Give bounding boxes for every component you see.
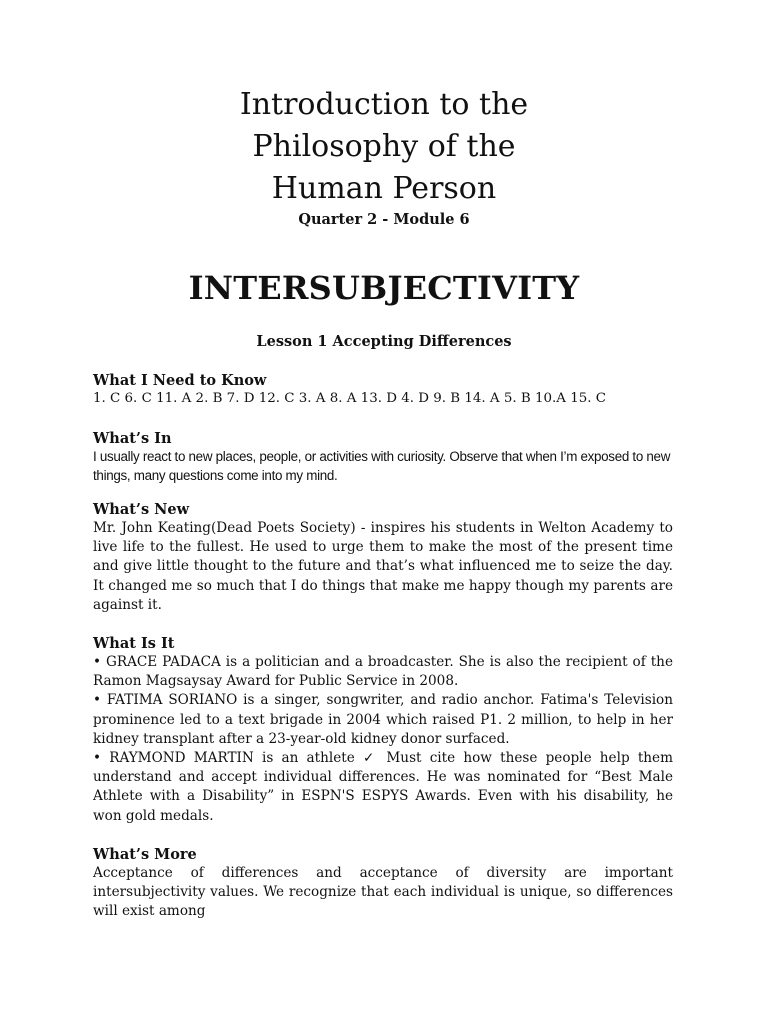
title-line-3: Human Person: [271, 171, 497, 206]
section-text: I usually react to new places, people, or activities with curiosity. Observe that when I’m exposed to new things, many questions come into my mind.: [93, 449, 671, 483]
answer-key: 1. C 6. C 11. A 2. B 7. D 12. C 3. A 8. A 13. D 4. D 9. B 14. A 5. B 10.A 15. C: [93, 391, 607, 406]
section-heading: What’s More: [93, 846, 197, 863]
title-line-2: Philosophy of the: [252, 129, 516, 164]
section-heading: What’s In: [93, 430, 172, 447]
section-text: Mr. John Keating(Dead Poets Society) - inspires his students in Welton Academy to live life to the fullest. He used to urge them to make the most of the present time and give little thought to the future and that’s what influenced me to seize the day. It changed me so much that I do things that make me happy though my parents are against it.: [93, 520, 673, 613]
section-what-i-need-to-know: [93, 371, 673, 408]
bullet-item-fatima-soriano: • FATIMA SORIANO is a singer, songwriter, and radio anchor. Fatima's Television prominence led to a text brigade in 2004 which raised P1. 2 million, to help in her kidney transplant after a 23-year-old kidney donor surfaced.: [93, 692, 673, 747]
section-text: Acceptance of differences and acceptance of diversity are important intersubjectivity values. We recognize that each individual is unique, so differences will exist among: [93, 865, 673, 920]
section-heading: What I Need to Know: [93, 372, 267, 389]
section-whats-more: [93, 845, 673, 922]
section-whats-new: [93, 500, 673, 615]
bullet-item-grace-padaca: • GRACE PADACA is a politician and a broadcaster. She is also the recipient of the Ramon Magsaysay Award for Public Service in 2008.: [93, 654, 673, 690]
bullet-item-raymond-martin: • RAYMOND MARTIN is an athlete ✓ Must cite how these people help them understand and accept individual differences. He was nominated for “Best Male Athlete with a Disability” in ESPN'S ESPYS Awards. Even with his disability, he won gold medals.: [93, 750, 673, 824]
module-subtitle: Quarter 2 - Module 6: [298, 211, 470, 228]
section-whats-in: [93, 429, 673, 485]
section-what-is-it: [93, 634, 673, 826]
title-line-1: Introduction to the: [239, 87, 529, 122]
topic-heading: INTERSUBJECTIVITY: [188, 269, 580, 307]
document-title: [0, 84, 768, 210]
section-heading: What Is It: [93, 635, 175, 652]
section-heading: What’s New: [93, 501, 190, 518]
lesson-heading: Lesson 1 Accepting Differences: [256, 333, 512, 350]
